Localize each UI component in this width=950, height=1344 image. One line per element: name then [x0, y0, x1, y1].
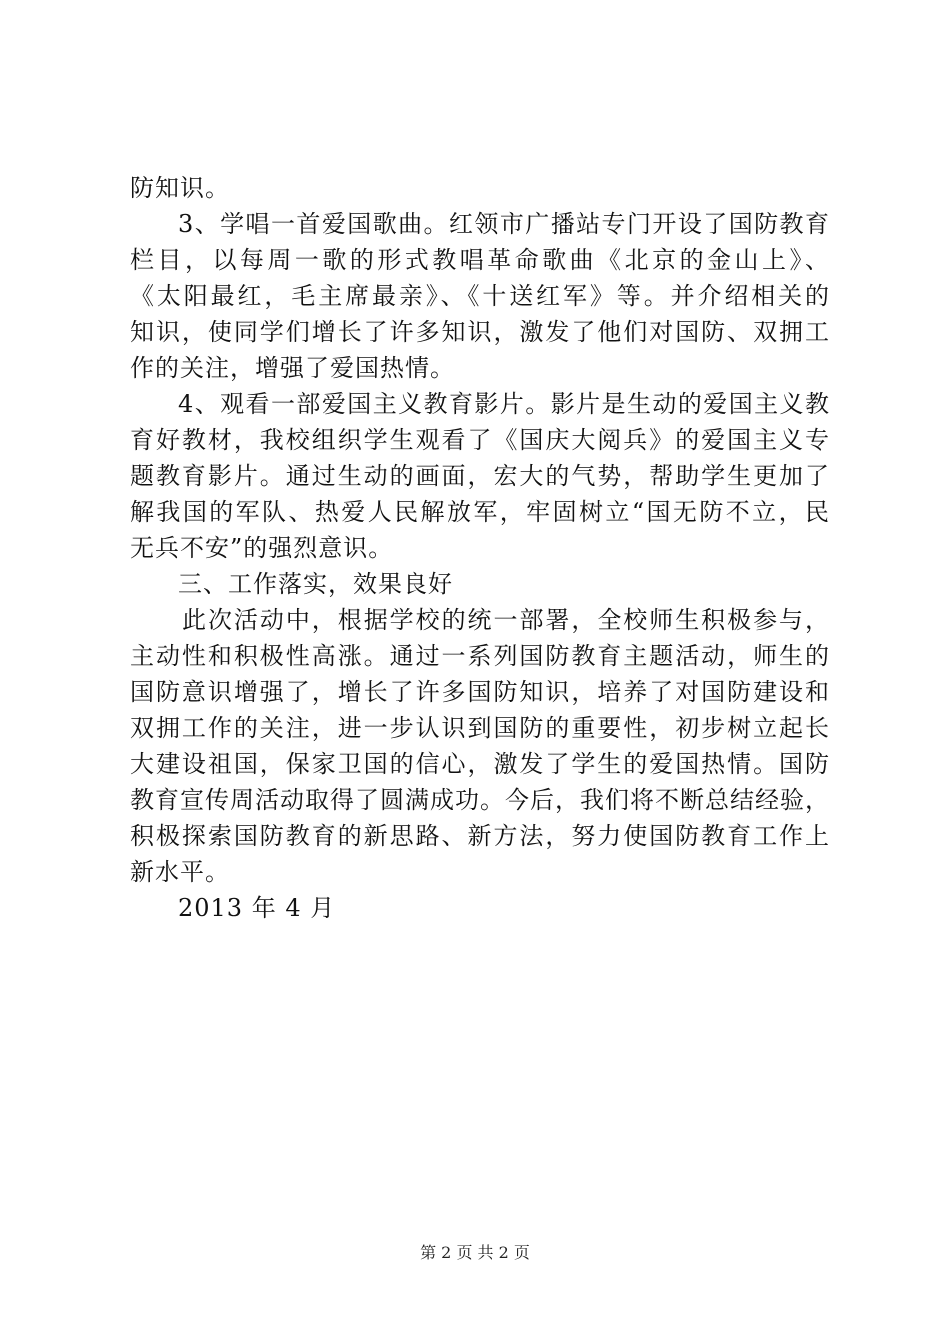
text-line: 育好教材，我校组织学生观看了《国庆大阅兵》的爱国主义专 [130, 426, 830, 454]
text-line: 3、学唱一首爱国歌曲。红领市广播站专门开设了国防教育 [178, 210, 830, 238]
text-line: 作的关注，增强了爱国热情。 [130, 354, 455, 382]
text-line: 积极探索国防教育的新思路、新方法，努力使国防教育工作上 [130, 822, 830, 850]
document-body [130, 170, 830, 926]
document-date: 2013 年 4 月 [178, 894, 336, 922]
text-line: 国防意识增强了，增长了许多国防知识，培养了对国防建设和 [130, 678, 830, 706]
text-line: 《太阳最红，毛主席最亲》、《十送红军》等。并介绍相关的 [130, 282, 830, 310]
text-line: 此次活动中，根据学校的统一部署，全校师生积极参与， [182, 606, 830, 634]
section-heading: 三、工作落实，效果良好 [178, 570, 453, 598]
text-line: 双拥工作的关注，进一步认识到国防的重要性，初步树立起长 [130, 714, 830, 742]
text-line: 栏目，以每周一歌的形式教唱革命歌曲《北京的金山上》、 [130, 246, 830, 274]
text-line: 新水平。 [130, 858, 230, 886]
text-line: 教育宣传周活动取得了圆满成功。今后，我们将不断总结经验， [130, 786, 830, 814]
text-line: 知识，使同学们增长了许多知识，激发了他们对国防、双拥工 [130, 318, 830, 346]
text-line: 大建设祖国，保家卫国的信心，激发了学生的爱国热情。国防 [130, 750, 830, 778]
page-number-footer: 第 2 页 共 2 页 [420, 1243, 530, 1262]
text-line: 题教育影片。通过生动的画面，宏大的气势，帮助学生更加了 [130, 462, 830, 490]
text-line: 无兵不安”的强烈意识。 [130, 534, 394, 562]
text-line: 主动性和积极性高涨。通过一系列国防教育主题活动，师生的 [130, 642, 830, 670]
text-line: 防知识。 [130, 174, 230, 202]
text-line: 解我国的军队、热爱人民解放军，牢固树立“国无防不立，民 [130, 498, 830, 526]
text-line: 4、观看一部爱国主义教育影片。影片是生动的爱国主义教 [178, 390, 830, 418]
